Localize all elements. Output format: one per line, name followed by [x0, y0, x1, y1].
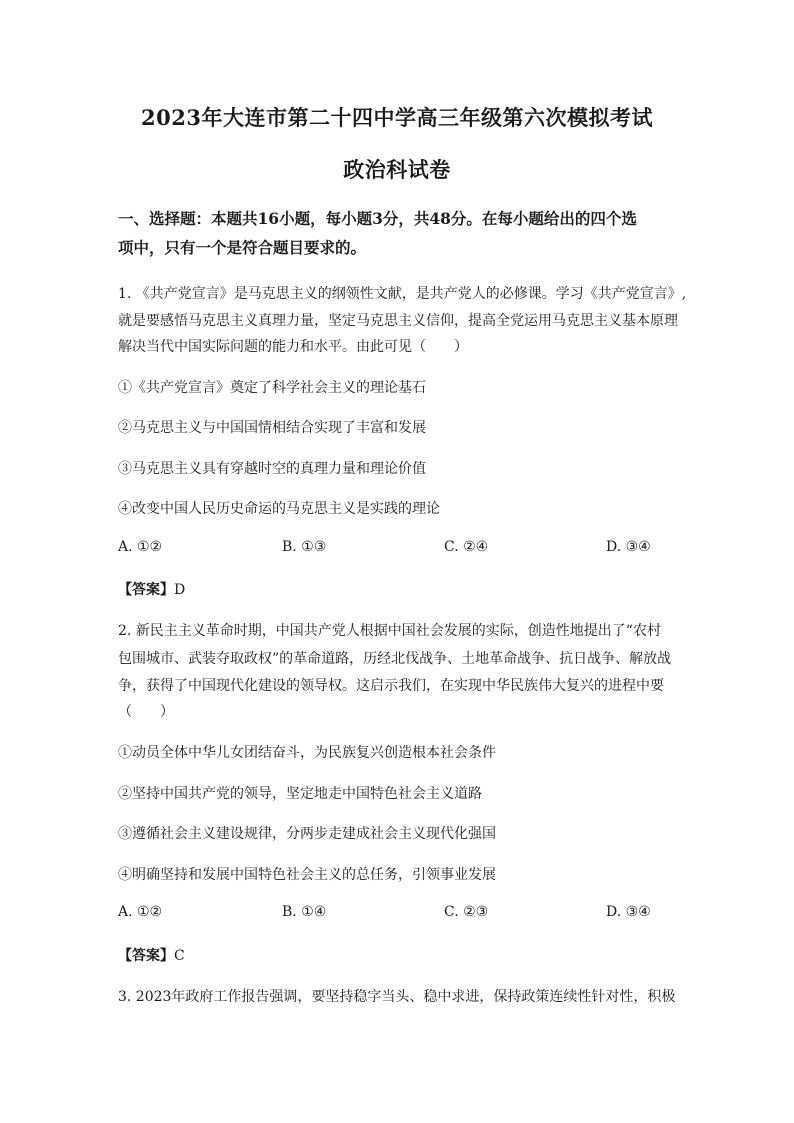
- q1-answer-tag: 【答案】: [118, 582, 174, 598]
- q2-options: [118, 904, 678, 924]
- q3-stem-line1: 3. 2023年政府工作报告强调，要坚持稳字当头、稳中求进，保持政策连续性针对性，积极: [118, 989, 676, 1005]
- section-heading: [118, 204, 688, 262]
- section-heading-line2: 项中，只有一个是符合题目要求的。: [118, 238, 367, 257]
- q1-stem-line2: 就是要感悟马克思主义真理力量，坚定马克思主义信仰，提高全党运用马克思主义基本原理: [118, 313, 678, 329]
- q2-stem-line3: 争，获得了中国现代化建设的领导权。这启示我们，在实现中华民族伟大复兴的进程中要: [118, 678, 664, 694]
- q1-stem-line3: 解决当代中国实际问题的能力和水平。由此可见（ ）: [118, 339, 468, 355]
- q1-answer: [118, 579, 185, 599]
- q1-item-3: ③马克思主义具有穿越时空的真理力量和理论价值: [118, 461, 426, 477]
- section-heading-line1: 一、选择题：本题共16小题，每小题3分，共48分。在每小题给出的四个选: [118, 209, 637, 228]
- q1-option-d: D. ③④: [606, 539, 651, 555]
- q2-option-c: C. ②③: [444, 904, 489, 920]
- q1-options: [118, 539, 678, 559]
- q2-stem-line2: 包围城市、武装夺取政权”的革命道路，历经北伐战争、土地革命战争、抗日战争、解放战: [118, 651, 672, 667]
- q2-item-2: ②坚持中国共产党的领导，坚定地走中国特色社会主义道路: [118, 786, 482, 802]
- q2-item-1: ①动员全体中华儿女团结奋斗，为民族复兴创造根本社会条件: [118, 745, 496, 761]
- q2-option-d: D. ③④: [606, 904, 651, 920]
- exam-title: 2023年大连市第二十四中学高三年级第六次模拟考试: [141, 105, 653, 130]
- q2-answer-tag: 【答案】: [118, 948, 174, 964]
- q2-answer-value: C: [174, 948, 185, 964]
- q1-option-a: A. ①②: [118, 539, 163, 555]
- q2-item-3: ③遵循社会主义建设规律，分两步走建成社会主义现代化强国: [118, 826, 496, 842]
- q1-option-c: C. ②④: [444, 539, 489, 555]
- q2-stem-line4: （ ）: [118, 704, 174, 720]
- q1-item-1: ①《共产党宣言》奠定了科学社会主义的理论基石: [118, 380, 426, 396]
- q2-stem-line1: 2. 新民主主义革命时期，中国共产党人根据中国社会发展的实际，创造性地提出了“农村: [118, 623, 661, 639]
- q1-answer-value: D: [174, 582, 186, 598]
- q1-stem-line1: 1. 《共产党宣言》是马克思主义的纲领性文献，是共产党人的必修课。学习《共产党宣言》,: [118, 286, 687, 302]
- q1-item-4: ④改变中国人民历史命运的马克思主义是实践的理论: [118, 501, 440, 517]
- q2-option-b: B. ①④: [282, 904, 327, 920]
- q2-answer: [118, 945, 185, 965]
- q1-option-b: B. ①③: [282, 539, 327, 555]
- q1-item-2: ②马克思主义与中国国情相结合实现了丰富和发展: [118, 420, 426, 436]
- q2-option-a: A. ①②: [118, 904, 163, 920]
- exam-subtitle: 政治科试卷: [343, 157, 451, 182]
- q2-item-4: ④明确坚持和发展中国特色社会主义的总任务，引领事业发展: [118, 867, 496, 883]
